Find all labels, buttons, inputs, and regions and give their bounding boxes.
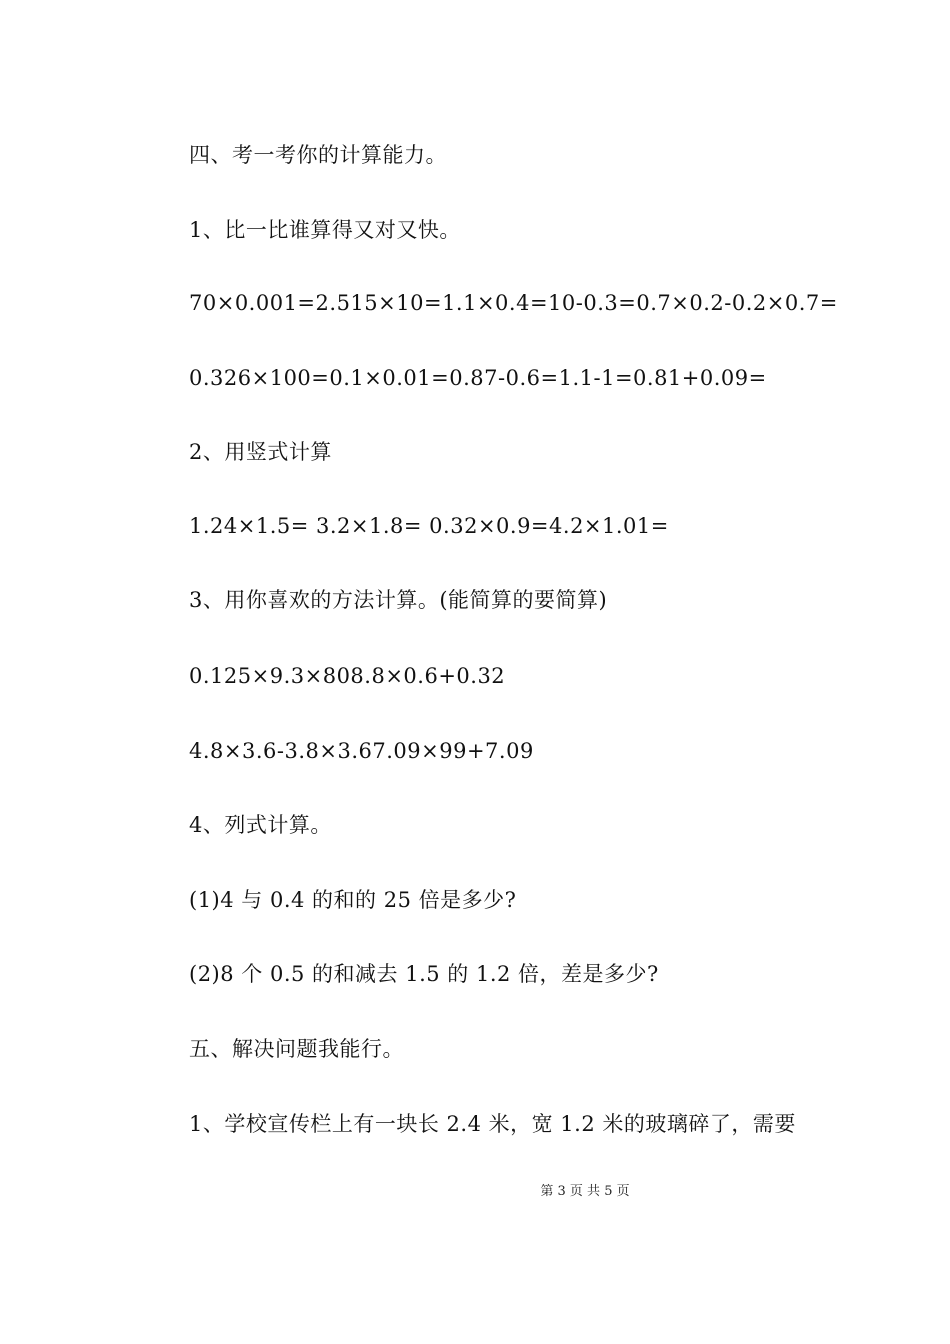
calculation-line: 0.326×100=0.1×0.01=0.87-0.6=1.1-1=0.81+0.09= — [189, 366, 767, 390]
question-heading-4-2: 2、用竖式计算 — [189, 440, 332, 464]
section-heading-4: 四、考一考你的计算能力。 — [189, 143, 447, 167]
word-problem-line: (1)4 与 0.4 的和的 25 倍是多少? — [189, 888, 517, 912]
word-problem-line: 1、学校宣传栏上有一块长 2.4 米，宽 1.2 米的玻璃碎了，需要 — [189, 1112, 796, 1136]
page-number-footer: 第 3 页 共 5 页 — [540, 1184, 630, 1199]
question-heading-4-4: 4、列式计算。 — [189, 813, 332, 837]
calculation-line: 0.125×9.3×808.8×0.6+0.32 — [189, 664, 506, 688]
section-heading-5: 五、解决问题我能行。 — [189, 1037, 404, 1061]
calculation-line: 70×0.001=2.515×10=1.1×0.4=10-0.3=0.7×0.2-0.2×0.7= — [189, 291, 838, 315]
calculation-line: 4.8×3.6-3.8×3.67.09×99+7.09 — [189, 739, 534, 763]
question-heading-4-1: 1、比一比谁算得又对又快。 — [189, 218, 461, 242]
word-problem-line: (2)8 个 0.5 的和减去 1.5 的 1.2 倍，差是多少? — [189, 962, 659, 986]
question-heading-4-3: 3、用你喜欢的方法计算。(能简算的要简算) — [189, 588, 608, 612]
calculation-line: 1.24×1.5= 3.2×1.8= 0.32×0.9=4.2×1.01= — [189, 514, 669, 538]
